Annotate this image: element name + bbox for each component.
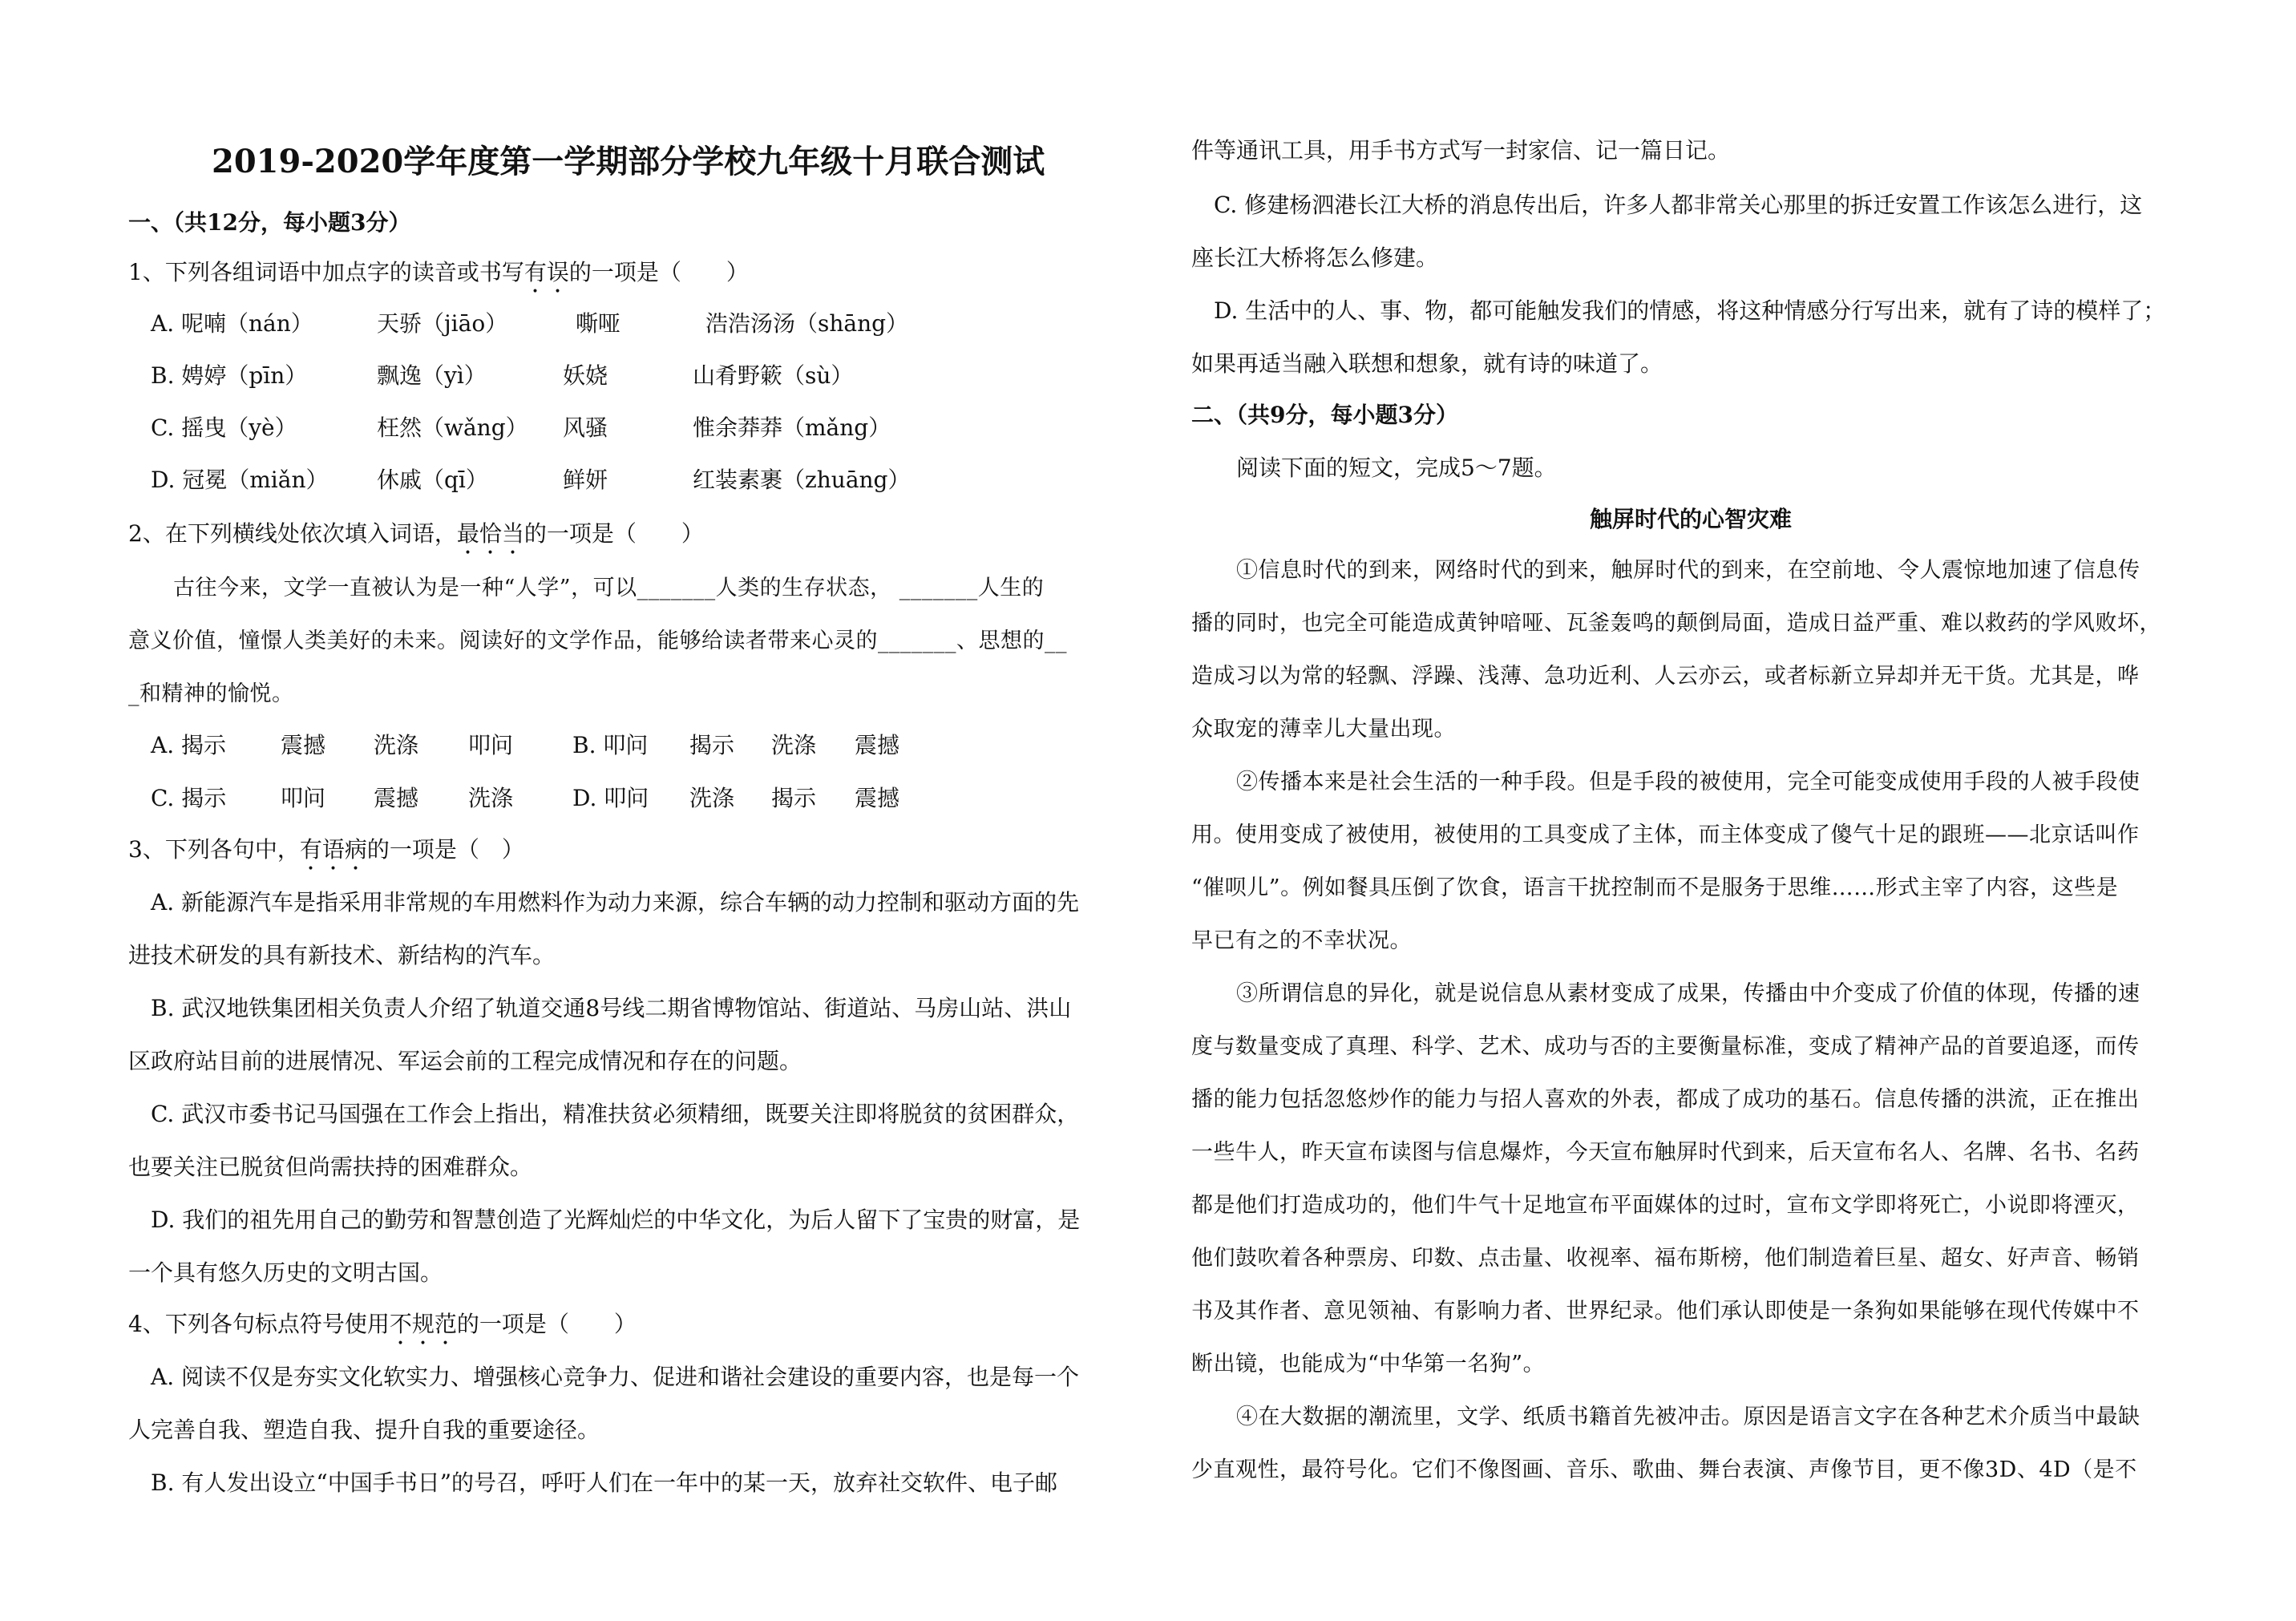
q1-d-4: 红装素裹（zhuāng） [693,467,911,493]
article-line: ②传播本来是社会生活的一种手段。但是手段的被使用，完全可能变成使用手段的人被手段使 [1236,770,2140,794]
q1-stem-post: 的一项是（ ） [568,259,749,285]
q3-stem-pre: 3、下列各句中， [128,836,300,863]
q3-line: B. 武汉地铁集团相关负责人介绍了轨道交通8号线二期省博物馆站、街道站、马房山站、洪山 [151,995,1072,1021]
q1-c-1: C. 摇曳（yè） [151,414,297,441]
q1-b-2: 飘逸（yì） [377,362,487,389]
q4-cont-line: D. 生活中的人、事、物，都可能触发我们的情感，将这种情感分行写出来，就有了诗的模样了； [1214,297,2166,324]
q1-c-3: 风骚 [563,414,608,441]
q2-opt: 揭示 [771,785,817,811]
q4-cont-line: C. 修建杨泗港长江大桥的消息传出后，许多人都非常关心那里的拆迁安置工作该怎么进行，这 [1214,192,2143,218]
article-line: 都是他们打造成功的，他们牛气十足地宣布平面媒体的过时，宣布文学即将死亡，小说即将湮灭， [1191,1193,2140,1218]
q2-opt: 揭示 [689,732,735,758]
q3-line: A. 新能源汽车是指采用非常规的车用燃料作为动力来源，综合车辆的动力控制和驱动方面的先 [151,889,1080,916]
article-line: 一些牛人，昨天宣布读图与信息爆炸，今天宣布触屏时代到来，后天宣布名人、名牌、名书、名药 [1191,1140,2140,1165]
q1-a-3: 嘶哑 [576,310,621,337]
q1-stem-pre: 1、下列各组词语中加点字的读音或书写 [128,259,524,285]
section2-header: 二、（共9分，每小题3分） [1191,402,1458,428]
q1-d-2: 休戚（qī） [377,467,488,493]
q2-opt: B. 叩问 [572,732,649,758]
q3-line: 也要关注已脱贫但尚需扶持的困难群众。 [128,1154,533,1180]
q1-b-3: 妖娆 [563,362,608,389]
q2-opt: 洗涤 [468,785,514,811]
q2-opt: A. 揭示 [151,732,227,758]
q2-opt: 洗涤 [374,732,419,758]
q3-line: C. 武汉市委书记马国强在工作会上指出，精准扶贫必须精细，既要关注即将脱贫的贫困群众， [151,1101,1080,1127]
article-line: 播的能力包括忽悠炒作的能力与招人喜欢的外表，都成了成功的基石。信息传播的洪流，正在推出 [1191,1087,2140,1112]
q2-opt: 震撼 [374,785,419,811]
q1-c-4: 惟余莽莽（mǎng） [693,414,891,441]
q1-a-2: 天骄（jiāo） [377,310,508,337]
article-title: 触屏时代的心智灾难 [1589,506,1792,532]
article-line: 少直观性，最符号化。它们不像图画、音乐、歌曲、舞台表演、声像节目，更不像3D、4D（是不 [1191,1457,2137,1482]
q4-line: B. 有人发出设立“中国手书日”的号召，呼吁人们在一年中的某一天，放弃社交软件、电子邮 [151,1469,1058,1496]
q2-opt: 叩问 [468,732,514,758]
q3-stem-emphasis: 有语病 [299,836,367,863]
q1-stem [128,257,749,298]
article-line: 用。使用变成了被使用，被使用的工具变成了主体，而主体变成了傻气十足的跟班——北京话叫作 [1191,823,2140,847]
article-line: 早已有之的不幸状况。 [1191,928,1412,953]
q3-line: 区政府站目前的进展情况、军运会前的工程完成情况和存在的问题。 [128,1048,802,1074]
q1-b-1: B. 娉婷（pīn） [151,362,308,389]
q3-line: 进技术研发的具有新技术、新结构的汽车。 [128,942,556,968]
q4-stem-post: 的一项是（ ） [456,1311,637,1337]
q2-passage-line: 意义价值，憧憬人类美好的未来。阅读好的文学作品，能够给读者带来心灵的_______、思想的__ [128,629,1067,653]
q4-stem [128,1308,637,1350]
q1-d-3: 鲜妍 [563,467,608,493]
q2-opt: 震撼 [281,732,326,758]
page-title: 2019-2020学年度第一学期部分学校九年级十月联合测试 [212,143,1045,180]
q1-stem-emphasis: 有误 [523,259,569,285]
q2-opt: D. 叩问 [572,785,649,811]
q2-stem-pre: 2、在下列横线处依次填入词语， [128,520,457,547]
q2-opt: 叩问 [281,785,326,811]
q2-opt: 震撼 [855,732,900,758]
q4-line: A. 阅读不仅是夯实文化软实力、增强核心竞争力、促进和谐社会建设的重要内容，也是每一个 [151,1364,1080,1390]
q1-a-4: 浩浩汤汤（shāng） [705,310,909,337]
q2-stem-post: 的一项是（ ） [523,520,704,547]
article-line: 书及其作者、意见领袖、有影响力者、世界纪录。他们承认即使是一条狗如果能够在现代传媒中不 [1191,1299,2140,1324]
q2-opt: 洗涤 [689,785,735,811]
q4-cont-line: 如果再适当融入联想和想象，就有诗的味道了。 [1191,350,1663,377]
q2-stem-emphasis: 最恰当 [456,520,524,547]
q3-stem-post: 的一项是（ ） [366,836,524,863]
article-line: 度与数量变成了真理、科学、艺术、成功与否的主要衡量标准，变成了精神产品的首要追逐，而传 [1191,1034,2140,1059]
article-line: “催呗儿”。例如餐具压倒了饮食，语言干扰控制而不是服务于思维……形式主宰了内容，这些是 [1191,875,2119,900]
article-line: 他们鼓吹着各种票房、印数、点击量、收视率、福布斯榜，他们制造着巨星、超女、好声音、畅销 [1191,1246,2140,1271]
q4-stem-pre: 4、下列各句标点符号使用 [128,1311,390,1337]
article-line: ④在大数据的潮流里，文学、纸质书籍首先被冲击。原因是语言文字在各种艺术介质当中最缺 [1236,1405,2140,1429]
article-line: ③所谓信息的异化，就是说信息从素材变成了成果，传播由中介变成了价值的体现，传播的速 [1236,981,2140,1006]
q1-c-2: 枉然（wǎng） [377,414,528,441]
q3-line: D. 我们的祖先用自己的勤劳和智慧创造了光辉灿烂的中华文化，为后人留下了宝贵的财富，是 [151,1207,1081,1233]
q2-opt: C. 揭示 [151,785,227,811]
q4-line: 人完善自我、塑造自我、提升自我的重要途径。 [128,1417,600,1443]
q1-a-1: A. 呢喃（nán） [151,310,313,337]
q4-cont-line: 件等通讯工具，用手书方式写一封家信、记一篇日记。 [1191,137,1731,164]
q2-opt: 洗涤 [771,732,817,758]
q1-d-1: D. 冠冕（miǎn） [151,467,329,493]
q2-passage-line: _和精神的愉悦。 [128,681,294,706]
article-line: ①信息时代的到来，网络时代的到来，触屏时代的到来，在空前地、令人震惊地加速了信息传 [1236,558,2140,583]
reading-instruction: 阅读下面的短文，完成5～7题。 [1236,455,1557,481]
article-line: 众取宠的薄幸儿大量出现。 [1191,717,1456,742]
article-line: 播的同时，也完全可能造成黄钟喑哑、瓦釜轰鸣的颠倒局面，造成日益严重、难以救药的学风败坏， [1191,611,2161,636]
q3-stem [128,834,524,875]
q3-line: 一个具有悠久历史的文明古国。 [128,1259,443,1286]
q2-opt: 震撼 [855,785,900,811]
article-line: 断出镜，也能成为“中华第一名狗”。 [1191,1352,1546,1376]
article-line: 造成习以为常的轻飘、浮躁、浅薄、急功近利、人云亦云，或者标新立异却并无干货。尤其是，哗 [1191,664,2140,689]
q1-b-4: 山肴野簌（sù） [693,362,854,389]
q2-stem [128,518,704,560]
q4-cont-line: 座长江大桥将怎么修建。 [1191,245,1439,271]
q2-passage-line: 古往今来，文学一直被认为是一种“人学”，可以_______人类的生存状态， _______人生的 [173,576,1045,600]
section1-header: 一、（共12分，每小题3分） [128,209,411,236]
q4-stem-emphasis: 不规范 [389,1311,457,1337]
